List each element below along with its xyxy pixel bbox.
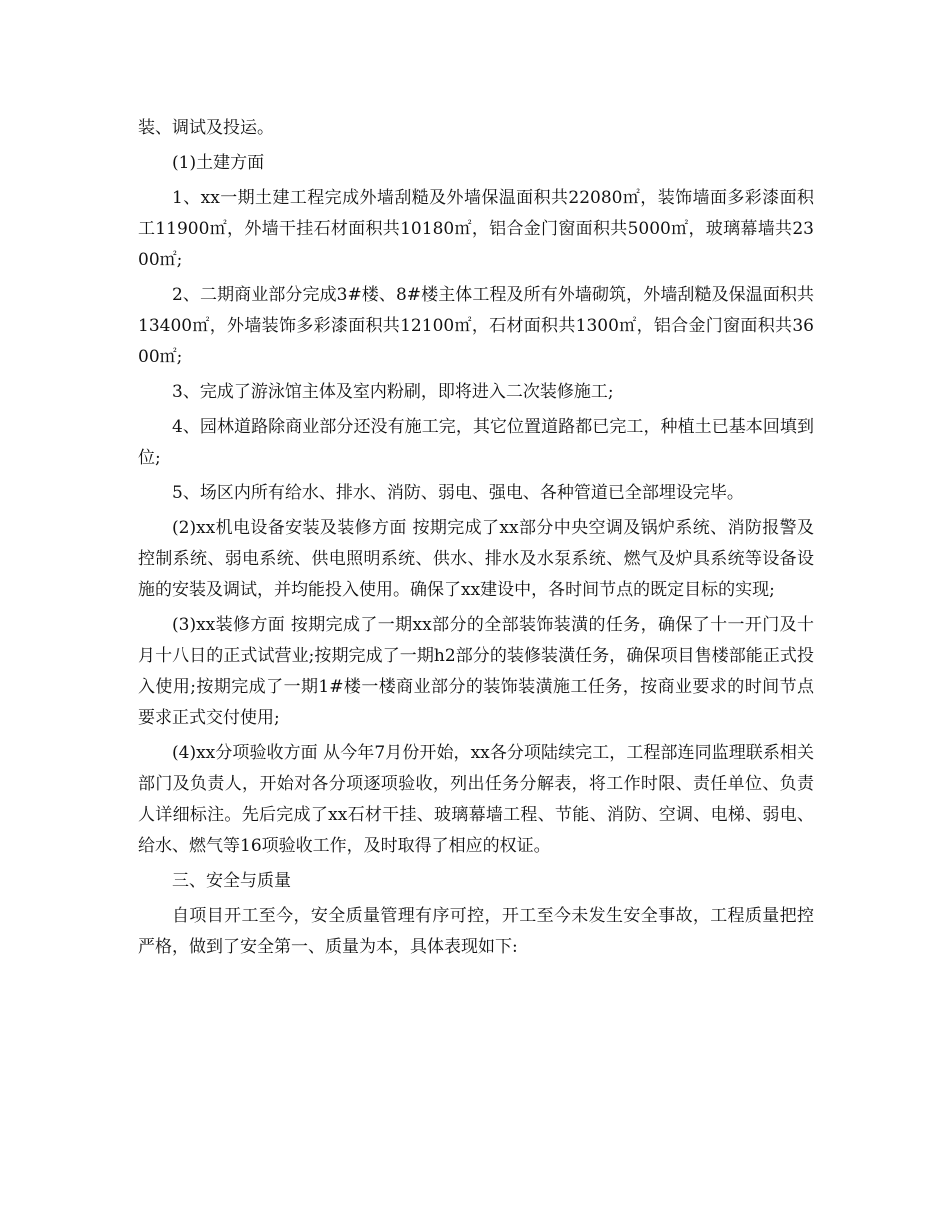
section-decoration: (3)xx装修方面 按期完成了一期xx部分的全部装饰装潢的任务，确保了十一开门及十月十八日的正式试营业;按期完成了一期h2部分的装修装潢任务，确保项目售楼部能正式投入使用;按期完成了一期1#楼一楼商业部分的装饰装潢施工任务，按商业要求的时间节点要求正式交付使用;: [138, 615, 814, 728]
paragraph-item-4: 4、园林道路除商业部分还没有施工完，其它位置道路都已完工，种植土已基本回填到位;: [138, 417, 814, 468]
section-heading-safety-quality: 三、安全与质量: [172, 871, 291, 891]
paragraph-item-2: 2、二期商业部分完成3#楼、8#楼主体工程及所有外墙砌筑，外墙刮糙及保温面积共13400㎡，外墙装饰多彩漆面积共12100㎡，石材面积共1300㎡，铝合金门窗面积共3600㎡;: [138, 285, 814, 367]
section-heading-civil: (1)土建方面: [172, 153, 265, 173]
paragraph-item-5: 5、场区内所有给水、排水、消防、弱电、强电、各种管道已全部埋设完毕。: [172, 483, 744, 503]
section-mechanical-electrical: (2)xx机电设备安装及装修方面 按期完成了xx部分中央空调及锅炉系统、消防报警及控制系统、弱电系统、供电照明系统、供水、排水及水泵系统、燃气及炉具系统等设备设施的安装及调试，并均能投入使用。确保了xx建设中，各时间节点的既定目标的实现;: [138, 518, 814, 600]
document-body: [138, 113, 814, 967]
section-acceptance: (4)xx分项验收方面 从今年7月份开始，xx各分项陆续完工，工程部连同监理联系相关部门及负责人，开始对各分项逐项验收，列出任务分解表，将工作时限、责任单位、负责人详细标注。先后完成了xx石材干挂、玻璃幕墙工程、节能、消防、空调、电梯、弱电、给水、燃气等16项验收工作，及时取得了相应的权证。: [138, 743, 814, 856]
paragraph-item-3: 3、完成了游泳馆主体及室内粉刷，即将进入二次装修施工;: [172, 382, 614, 402]
paragraph-item-1: 1、xx一期土建工程完成外墙刮糙及外墙保温面积共22080㎡，装饰墙面多彩漆面积工11900㎡，外墙干挂石材面积共10180㎡，铝合金门窗面积共5000㎡，玻璃幕墙共2300㎡;: [138, 188, 814, 270]
paragraph-continuation: 装、调试及投运。: [138, 118, 274, 138]
paragraph-safety-quality: 自项目开工至今，安全质量管理有序可控，开工至今未发生安全事故，工程质量把控严格，做到了安全第一、质量为本，具体表现如下:: [138, 906, 814, 957]
